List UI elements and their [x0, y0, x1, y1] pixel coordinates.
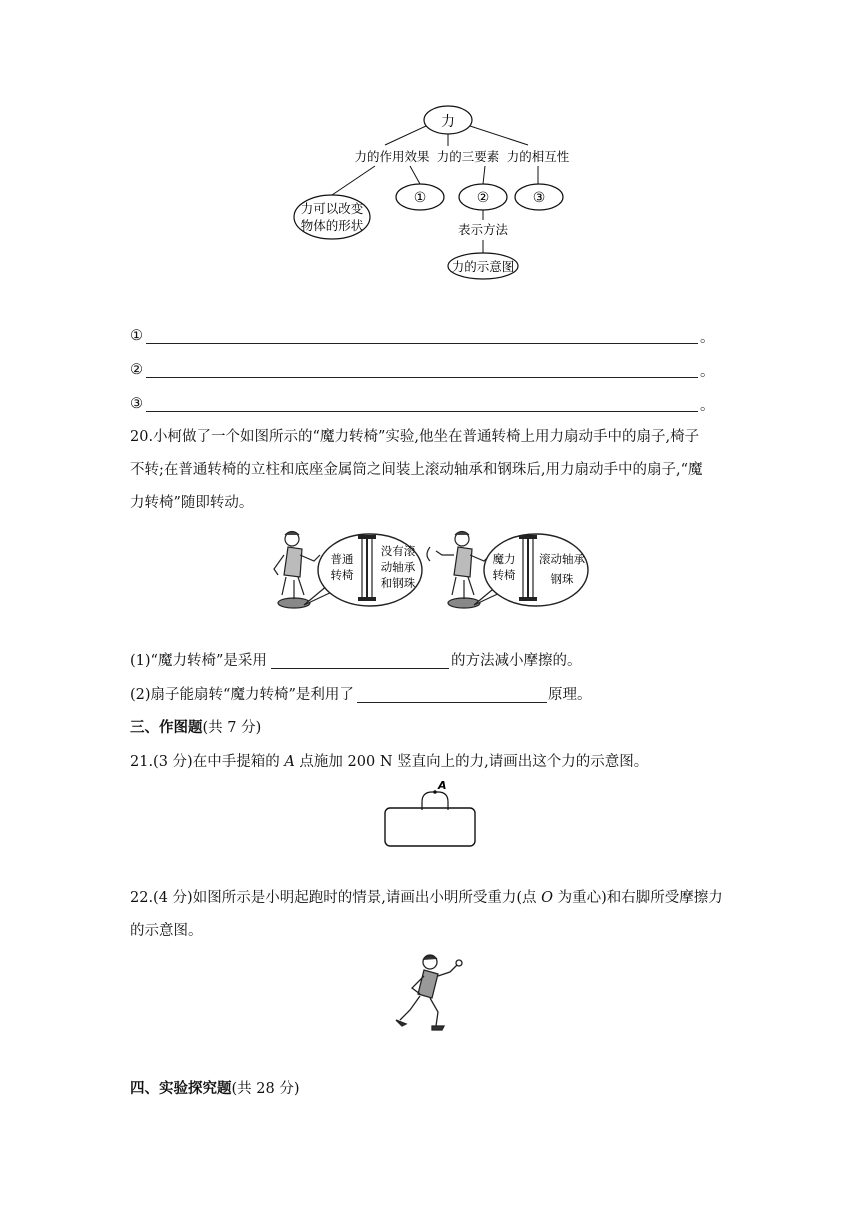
- represent-label: 表示方法: [457, 222, 509, 237]
- node-diagram-label: 力的示意图: [451, 259, 515, 274]
- answer-2-marker: ②: [130, 362, 143, 378]
- runner-illustration: [396, 955, 462, 1030]
- q20-sub2-blank[interactable]: [357, 702, 547, 703]
- answer-2-blank[interactable]: [146, 377, 698, 378]
- q22-point: O: [541, 890, 553, 906]
- answer-1-blank[interactable]: [146, 343, 698, 344]
- q20-line3: 力转椅”随即转动。: [130, 495, 254, 511]
- q22-line1: [130, 888, 723, 908]
- q22-line1-after: 为重心)和右脚所受摩擦力: [552, 890, 723, 906]
- answer-3-end: 。: [700, 398, 715, 414]
- node-shape-line1: 力可以改变: [300, 201, 364, 216]
- left-note-1: 没有滚: [380, 544, 416, 558]
- q20-sub1-before: (1)“魔力转椅”是采用: [130, 653, 267, 669]
- answer-2-end: 。: [700, 364, 715, 380]
- q21-text-after: 点施加 200 N 竖直向上的力,请画出这个力的示意图。: [294, 754, 649, 770]
- answer-1-marker: ①: [130, 328, 143, 344]
- left-label-1: 普通: [330, 552, 354, 566]
- q20-line2: 不转;在普通转椅的立柱和底座金属筒之间装上滚动轴承和钢珠后,用力扇动手中的扇子,“魔: [130, 462, 703, 478]
- left-label-2: 转椅: [330, 568, 354, 582]
- q22-runner-figure: [392, 952, 472, 1032]
- node-2-label: ②: [476, 190, 490, 206]
- section4-heading: [130, 1079, 299, 1099]
- branch-effect-label: 力的作用效果: [354, 149, 430, 164]
- suitcase-body: [385, 808, 475, 846]
- q22-line2: 的示意图。: [130, 923, 203, 939]
- suitcase-handle: [422, 792, 448, 810]
- branch-mutual-label: 力的相互性: [506, 149, 570, 164]
- right-note-2: 钢珠: [550, 572, 574, 586]
- right-note-1: 滚动轴承: [539, 552, 585, 566]
- section4-title: 四、实验探究题: [130, 1080, 232, 1097]
- q20-line1: 20.小柯做了一个如图所示的“魔力转椅”实验,他坐在普通转椅上用力扇动手中的扇子,椅子: [130, 429, 700, 445]
- answer-1-end: 。: [700, 330, 715, 346]
- q20-chair-figure: [270, 525, 590, 625]
- q20-sub2-after: 原理。: [548, 687, 592, 703]
- answer-3-blank[interactable]: [146, 411, 698, 412]
- left-note-2: 动轴承: [380, 560, 416, 574]
- right-label-2: 转椅: [492, 568, 516, 582]
- branch-three-label: 力的三要素: [436, 149, 500, 164]
- section3-title: 三、作图题: [130, 719, 203, 736]
- q20-sub1-after: 的方法减小摩擦的。: [451, 653, 582, 669]
- left-note-3: 和钢珠: [380, 576, 416, 590]
- section3-heading: [130, 718, 261, 738]
- section3-score: (共 7 分): [202, 720, 262, 736]
- answer-3-marker: ③: [130, 396, 143, 412]
- q20-sub2-before: (2)扇子能扇转“魔力转椅”是利用了: [130, 687, 354, 703]
- q20-sub1-blank[interactable]: [271, 668, 449, 669]
- node-shape-line2: 物体的形状: [300, 218, 364, 233]
- node-3-label: ③: [532, 190, 546, 206]
- q21-point: A: [284, 754, 295, 770]
- root-label: 力: [441, 114, 455, 130]
- node-1-label: ①: [413, 190, 427, 206]
- concept-map-figure: [280, 100, 590, 285]
- q21-text-before: 21.(3 分)在中手提箱的: [130, 754, 285, 770]
- q22-line1-before: 22.(4 分)如图所示是小明起跑时的情景,请画出小明所受重力(点: [130, 890, 542, 906]
- section4-score: (共 28 分): [231, 1081, 300, 1097]
- right-label-1: 魔力: [492, 552, 516, 566]
- q21-text: [130, 752, 648, 772]
- person-left-illustration: [274, 532, 320, 609]
- person-right-illustration: [427, 532, 490, 609]
- q21-suitcase-figure: [380, 780, 480, 850]
- point-a-label: A: [438, 780, 447, 792]
- point-a-marker: [433, 790, 437, 794]
